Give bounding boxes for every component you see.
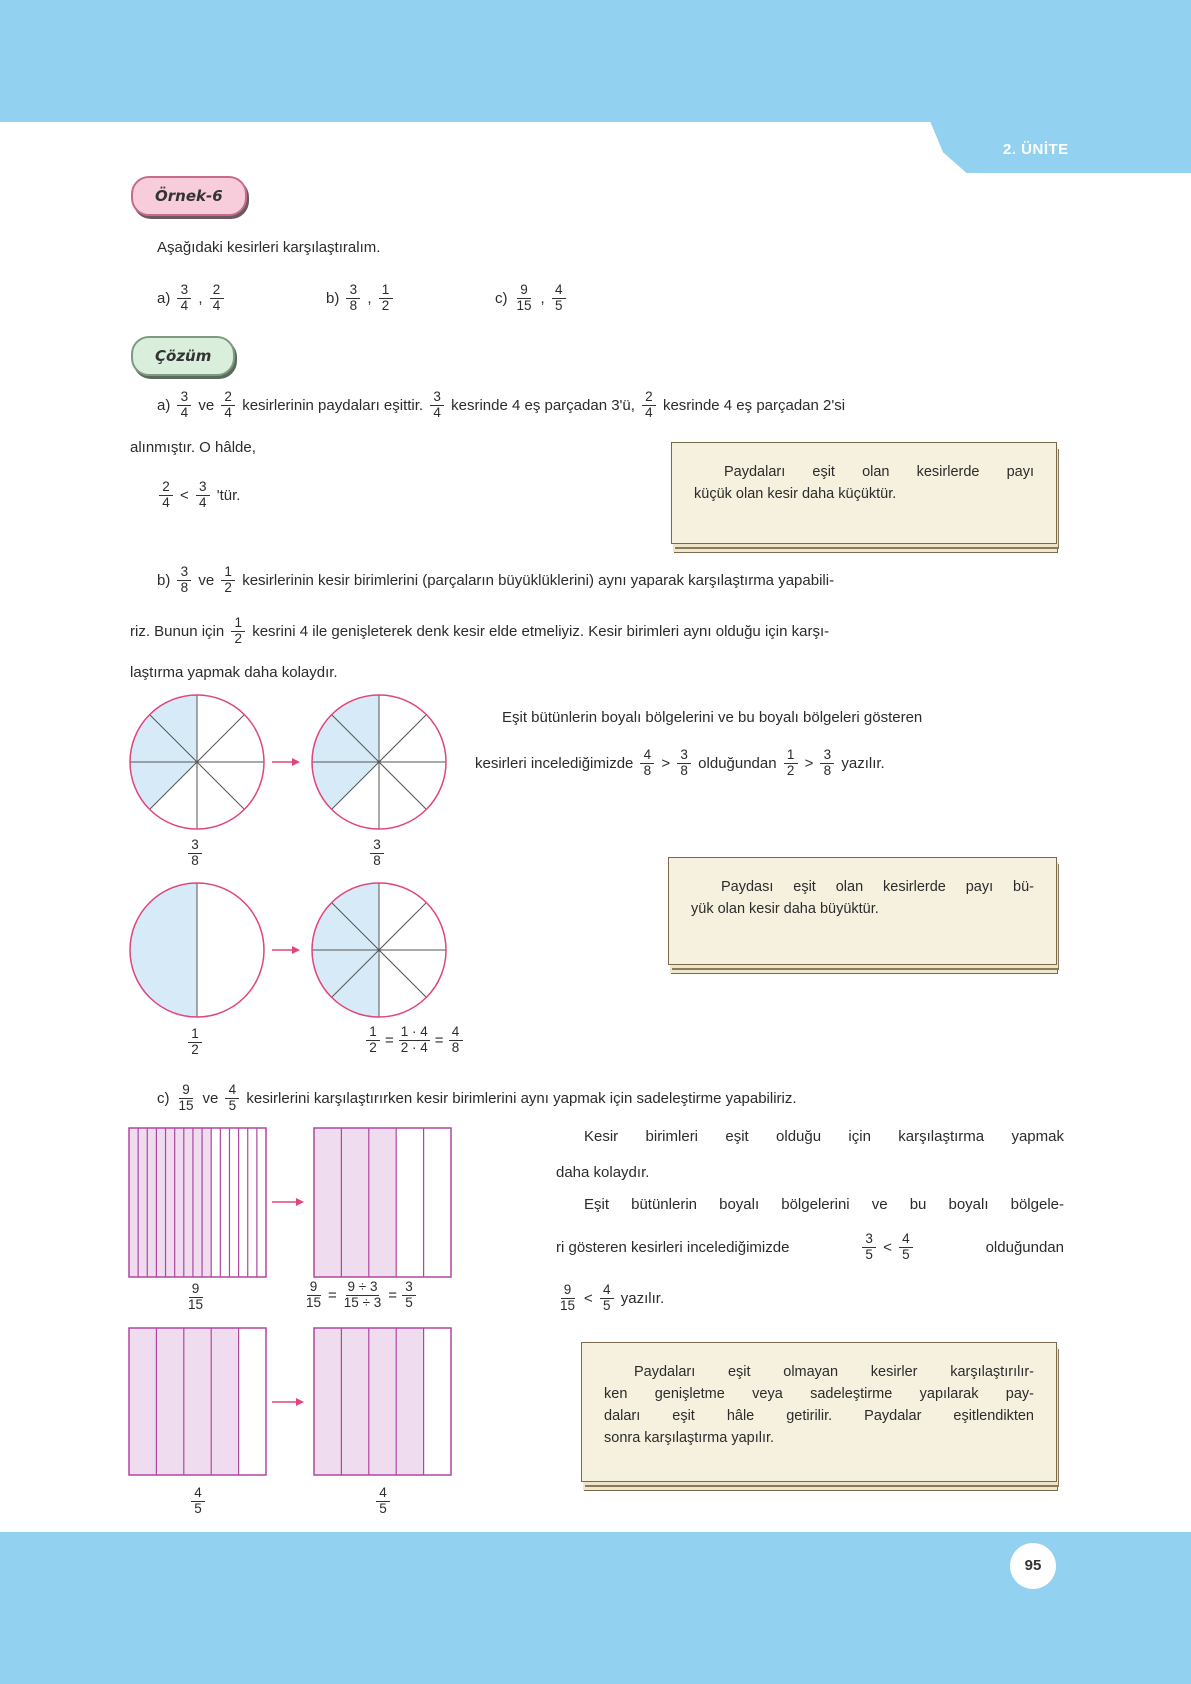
solution-b-line2: riz. Bunun için $\frac{1}{2}$ kesrini 4 ile genişleterek denk kesir elde etmeliyiz. Kesir birimleri aynı olduğu için karşı- [130,615,830,646]
bar2-shaded [314,1128,396,1277]
separator: , [198,289,203,307]
circle1-shaded-sector [130,762,197,809]
fraction: $\frac{3}{4}$ [196,480,210,511]
solution-label: Çözüm [131,336,235,376]
arrow-icon-head [292,758,300,766]
fraction: $\frac{1}{2}$ [231,616,245,647]
circle4-divider [379,903,426,950]
solution-b-line3: laştırma yapmak daha kolaydır. [130,664,338,681]
fraction: $\frac{3}{4}$ [177,283,191,314]
circle2-label: $\frac{3}{8}$ [368,836,386,869]
arrow-icon-head [292,946,300,954]
circle1-divider [197,762,244,809]
fraction: $\frac{4}{5}$ [552,283,566,314]
fraction: $\frac{3}{4}$ [177,390,191,421]
fraction: $\frac{3}{4}$ [430,390,444,421]
bar4-label: $\frac{4}{5}$ [374,1484,392,1517]
fraction: $\frac{2}{4}$ [221,390,235,421]
fraction: $\frac{3}{8}$ [677,748,691,779]
example-intro: Aşağıdaki kesirleri karşılaştıralım. [157,239,381,256]
fraction: $\frac{2}{4}$ [642,390,656,421]
fraction: $\frac{2}{4}$ [210,283,224,314]
example-label: Örnek-6 [131,176,247,216]
bar3-label: $\frac{4}{5}$ [189,1484,207,1517]
fraction: $\frac{3}{8}$ [820,748,834,779]
circle1-label: $\frac{3}{8}$ [186,836,204,869]
solution-a-line2: alınmıştır. O hâlde, [130,439,256,456]
circle3-shaded-sector [130,883,197,1017]
circle2-divider [379,762,426,809]
solution-b-explain2: kesirleri incelediğimizde $\frac{4}{8}$ > $\frac{3}{8}$ olduğundan $\frac{1}{2}$ > $\frac{3}{8}$ yazılır. [475,747,885,778]
arrow-icon-head [296,1198,304,1206]
solution-b-line1: b) $\frac{3}{8}$ ve $\frac{1}{2}$ kesirlerinin kesir birimlerini (parçaların büyüklüklerini) aynı yaparak karşılaştırma yapabili- [157,564,835,595]
fraction: $\frac{9}{15}$ [178,1082,194,1113]
bar1-shaded [129,1128,211,1277]
solution-c-line1: c) $\frac{9}{15}$ ve $\frac{4}{5}$ kesirlerini karşılaştırırken kesir birimlerini aynı yapmak için sadeleştirme yapabiliriz. [157,1082,797,1113]
fraction: $\frac{3}{8}$ [177,565,191,596]
rule-note-b: Paydası eşit olan kesirlerde payı bü- yük olan kesir daha büyüktür. [668,857,1057,965]
fraction: $\frac{1}{2}$ [221,565,235,596]
fraction: $\frac{1}{2}$ [379,283,393,314]
unit-label: 2. ÜNİTE [1003,141,1069,158]
page-number: 95 [1010,1543,1056,1589]
solution-c-p2-l1: Eşit bütünlerin boyalı bölgelerini ve bu boyalı bölgele- [584,1196,1064,1213]
bar1-label: $\frac{9}{15}$ [188,1281,204,1312]
fraction: $\frac{2}{4}$ [159,480,173,511]
rule-note-c: Paydaları eşit olmayan kesirler karşılaştırılır- ken genişletme veya sadeleştirme yapılarak pay- daları eşit hâle getirilir. Paydalar eşitlendikten sonra karşılaştırma yapılır. [581,1342,1057,1482]
solution-c-p1-l1: Kesir birimleri eşit olduğu için karşılaştırma yapmak [584,1128,1064,1145]
solution-c-p2-l2: ri gösteren kesirleri incelediğimizde $\frac{3}{5}$ < $\frac{4}{5}$ olduğundan [556,1231,1064,1262]
item-label: b) [326,289,340,307]
fraction: $\frac{4}{5}$ [225,1083,239,1114]
solution-a-line1: a) $\frac{3}{4}$ ve $\frac{2}{4}$ kesirlerinin paydaları eşittir. $\frac{3}{4}$ kesrinde 4 eş parçadan 3'ü, $\frac{2}{4}$ kesrinde 4 eş parçadan 2'si [157,389,846,420]
solution-a-result: $\frac{2}{4}$ < $\frac{3}{4}$ 'tür. [157,480,240,511]
rule-note-a: Paydaları eşit olan kesirlerde payı küçük olan kesir daha küçüktür. [671,442,1057,544]
circle1-divider [197,715,244,762]
fraction: $\frac{3}{8}$ [346,283,360,314]
circle2-shaded-sector [312,762,379,809]
simplification-equation: $\frac{9}{15}$ = $\frac{9 \div 3}{15 \div 3}$ = $\frac{3}{5}$ [302,1280,418,1311]
separator: , [540,289,545,307]
fraction: $\frac{1}{2}$ [784,748,798,779]
item-label: a) [157,289,171,307]
solution-c-p1-l2: daha kolaydır. [556,1164,650,1181]
fraction: $\frac{4}{8}$ [640,748,654,779]
solution-b-explain1: Eşit bütünlerin boyalı bölgelerini ve bu boyalı bölgeleri gösteren [502,709,923,726]
arrow-icon-head [296,1398,304,1406]
expansion-equation: $\frac{1}{2}$ = $\frac{1 \cdot 4}{2 \cdot 4}$ = $\frac{4}{8}$ [364,1025,465,1056]
item-label: c) [495,289,508,307]
separator: , [367,289,372,307]
circle2-divider [379,715,426,762]
fraction: $\frac{9}{15}$ [516,282,532,313]
solution-c-p3: $\frac{9}{15}$ < $\frac{4}{5}$ yazılır. [560,1282,665,1313]
circle4-divider [379,950,426,997]
circle3-label: $\frac{1}{2}$ [186,1025,204,1058]
